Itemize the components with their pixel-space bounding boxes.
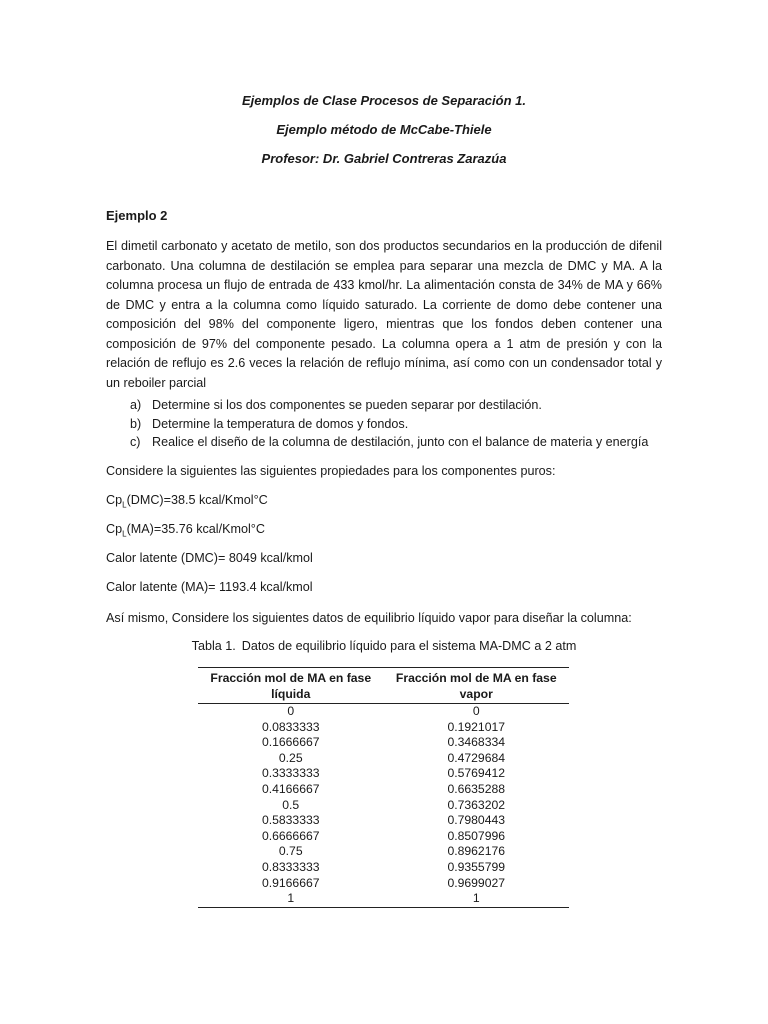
vapor-fraction-cell: 0.7980443 (447, 813, 506, 828)
table-row (198, 829, 569, 845)
liquid-fraction-cell: 0.8333333 (261, 859, 320, 874)
table-row (198, 766, 569, 782)
cp-subscript: L (122, 529, 127, 539)
latent-heat-ma: Calor latente (MA)= 1193.4 kcal/kmol (106, 580, 313, 594)
vapor-fraction-cell: 0.8962176 (447, 844, 506, 859)
vapor-fraction-cell: 0.4729684 (447, 750, 506, 765)
table-row (198, 813, 569, 829)
latent-heat-dmc: Calor latente (DMC)= 8049 kcal/kmol (106, 551, 313, 565)
vapor-fraction-cell: 0 (472, 704, 480, 718)
table-row (198, 860, 569, 876)
list-item-text: Determine si los dos componentes se pueden separar por destilación. (152, 398, 542, 412)
equilibrium-intro: Así mismo, Considere los siguientes datos de equilibrio líquido vapor para diseñar la columna: (106, 611, 632, 625)
liquid-fraction-cell: 0 (287, 704, 295, 718)
table-row (198, 798, 569, 814)
header-liquid-fraction: Fracción mol de MA en fase líquida (198, 668, 384, 704)
vapor-fraction-cell: 0.9699027 (447, 875, 506, 890)
vapor-fraction-cell: 0.8507996 (447, 828, 506, 843)
liquid-fraction-cell: 0.5833333 (261, 813, 320, 828)
list-item (130, 396, 648, 415)
cp-ma-line (106, 522, 265, 539)
vapor-fraction-cell: 1 (384, 891, 570, 907)
table-body (198, 704, 569, 908)
table-row (198, 891, 569, 907)
header-vapor-fraction: Fracción mol de MA en fase vapor (384, 668, 570, 704)
problem-statement: El dimetil carbonato y acetato de metilo, son dos productos secundarios en la producción de difenil carbonato. Una columna de destilación se emplea para separar una mezcla de DMC y MA. A la columna procesa un flujo de entrada de 433 kmol/hr. La alimentación consta de 34% de MA y 66% de DMC y entra a la columna como líquido saturado. La corriente de domo debe contener una composición del 98% del componente ligero, mientras que los fondos deben contener una composición de 97% del componente pesado. La columna opera a 1 atm de presión y con la relación de reflujo es 2.6 veces la relación de reflujo mínima, así como con un condensador total y un reboiler parcial (106, 239, 662, 390)
liquid-fraction-cell: 0.0833333 (261, 719, 320, 734)
vapor-fraction-cell: 0.9355799 (447, 859, 506, 874)
cp-symbol: Cp (106, 493, 123, 507)
liquid-fraction-cell: 0.9166667 (261, 875, 320, 890)
table-header-row (198, 668, 569, 704)
table-row (198, 720, 569, 736)
list-marker: b) (130, 416, 142, 431)
list-item (130, 433, 648, 452)
cp-dmc-line (106, 493, 268, 510)
document-author: Profesor: Dr. Gabriel Contreras Zarazúa (261, 151, 507, 166)
vapor-fraction-cell: 0.7363202 (447, 797, 506, 812)
list-marker: c) (130, 435, 141, 449)
table-caption-label: Tabla 1. (191, 639, 236, 653)
table-row (198, 735, 569, 751)
list-item-text: Determine la temperatura de domos y fondos. (152, 416, 409, 431)
document-title: Ejemplos de Clase Procesos de Separación 1. (242, 93, 526, 108)
table-caption-text: Datos de equilibrio líquido para el sistema MA-DMC a 2 atm (241, 639, 577, 653)
liquid-fraction-cell: 0.4166667 (261, 781, 320, 796)
cp-symbol: Cp (106, 522, 123, 536)
section-title: Ejemplo 2 (106, 208, 168, 223)
vapor-fraction-cell: 0.6635288 (447, 781, 506, 796)
vapor-fraction-cell: 0.5769412 (447, 766, 506, 781)
list-marker: a) (130, 398, 142, 412)
vapor-fraction-cell: 0.3468334 (447, 735, 506, 750)
table-row (198, 704, 569, 720)
table-caption (0, 639, 768, 653)
table-row (198, 782, 569, 798)
equilibrium-table (198, 667, 569, 908)
table-row (198, 844, 569, 860)
liquid-fraction-cell: 0.1666667 (261, 735, 320, 750)
cp-subscript: L (122, 500, 127, 510)
liquid-fraction-cell: 0.75 (278, 844, 303, 859)
liquid-fraction-cell: 0.5 (282, 797, 300, 812)
cp-ma-value: (MA)=35.76 kcal/Kmol°C (126, 522, 265, 536)
document-subtitle: Ejemplo método de McCabe-Thiele (276, 122, 492, 137)
list-item (130, 415, 648, 434)
cp-dmc-value: (DMC)=38.5 kcal/Kmol°C (126, 493, 268, 507)
liquid-fraction-cell: 0.6666667 (261, 828, 320, 843)
liquid-fraction-cell: 1 (198, 891, 384, 907)
liquid-fraction-cell: 0.3333333 (261, 766, 320, 781)
vapor-fraction-cell: 0.1921017 (447, 719, 506, 734)
properties-intro: Considere la siguientes las siguientes propiedades para los componentes puros: (106, 464, 556, 478)
table-row (198, 751, 569, 767)
task-list (130, 396, 648, 452)
table-row (198, 876, 569, 892)
liquid-fraction-cell: 0.25 (278, 750, 303, 765)
list-item-text: Realice el diseño de la columna de destilación, junto con el balance de materia y energía (152, 435, 649, 449)
